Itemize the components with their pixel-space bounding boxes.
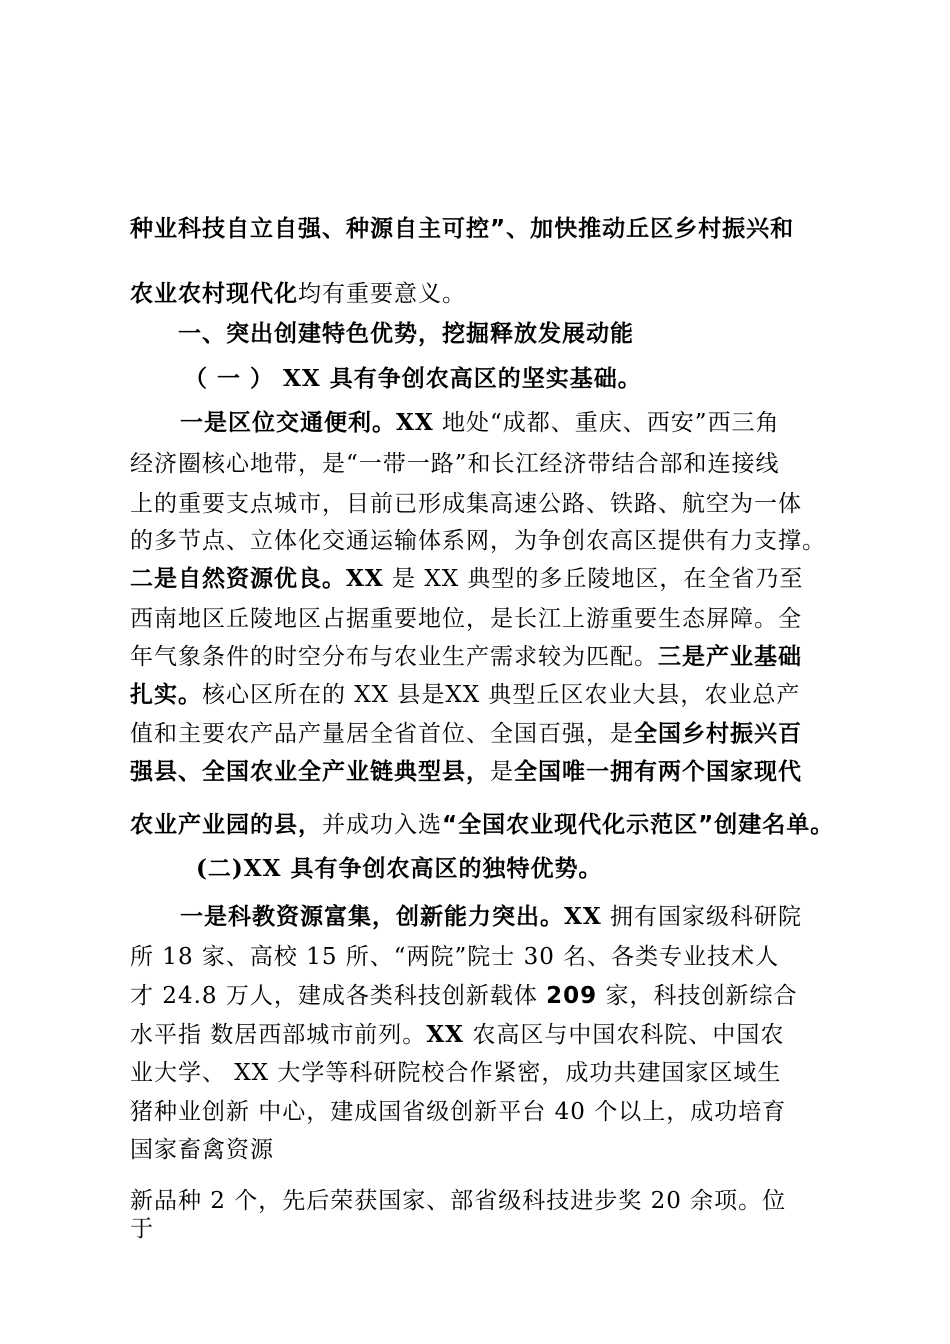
text-line bbox=[180, 902, 802, 932]
text-span: 农高区与中国农科院、中国农 bbox=[464, 1022, 785, 1048]
text-line bbox=[130, 981, 797, 1011]
text-span: 三是产业基础 bbox=[658, 644, 802, 670]
text-span: （ 一 ） XX 具有争创农高区的坚实基础。 bbox=[184, 365, 642, 392]
text-line bbox=[130, 279, 466, 309]
section-heading bbox=[178, 319, 634, 349]
text-line bbox=[130, 604, 802, 634]
text-line bbox=[130, 719, 802, 749]
text-line bbox=[130, 1058, 781, 1088]
text-span: 的多节点、立体化交通运输体系网，为争创农高区提供有力支撑。 bbox=[130, 528, 826, 554]
text-span: 地处“成都、重庆、西安”西三角 bbox=[433, 410, 780, 436]
text-span: 年气象条件的时空分布与农业生产需求较为匹配。 bbox=[130, 644, 658, 670]
text-span: 核心区所在的 XX 县是XX 典型丘区农业大县，农业总产 bbox=[202, 682, 801, 708]
text-span: 国家畜禽资源 bbox=[130, 1137, 274, 1163]
text-span: 上的重要支点城市，目前已形成集高速公路、铁路、航空为一体 bbox=[130, 491, 802, 517]
text-span: 猪种业创新 中心，建成国省级创新平台 40 个以上，成功培育 bbox=[130, 1099, 787, 1125]
subsection-heading bbox=[184, 364, 642, 394]
text-span: 才 24.8 万人，建成各类科技创新载体 bbox=[130, 983, 547, 1009]
text-line bbox=[130, 489, 802, 519]
text-span: 一是区位交通便利。 bbox=[180, 410, 396, 436]
text-span: 拥有国家级科研院 bbox=[601, 904, 803, 930]
text-line bbox=[130, 449, 780, 479]
text-line bbox=[130, 214, 794, 244]
text-span: 种业科技自立自强、种源自主可控”、加快推动丘区乡村振兴和 bbox=[130, 216, 795, 242]
text-line bbox=[130, 526, 826, 556]
text-span: 一、突出创建特色优势，挖掘释放发展动能 bbox=[178, 321, 634, 347]
text-line bbox=[130, 680, 800, 710]
text-line bbox=[130, 642, 802, 672]
text-line bbox=[180, 408, 780, 438]
text-span: 西南地区丘陵地区占据重要地位，是长江上游重要生态屏障。全 bbox=[130, 606, 802, 632]
text-line bbox=[130, 757, 802, 787]
text-span: 于 bbox=[130, 1216, 154, 1242]
text-line bbox=[130, 1135, 274, 1165]
text-span: XX bbox=[426, 1021, 465, 1048]
text-span: 业大学、 XX 大学等科研院校合作紧密，成功共建国家区域生 bbox=[130, 1060, 782, 1086]
text-line bbox=[130, 942, 779, 972]
subsection-heading bbox=[196, 854, 602, 884]
text-span: (二)XX 具有争创农高区的独特优势。 bbox=[196, 855, 603, 882]
text-span: 是 XX 典型的多丘陵地区，在全省乃至 bbox=[383, 566, 804, 592]
text-span: 二是自然资源优良。 bbox=[130, 566, 346, 592]
text-span: “全国农业现代化示范区”创建名单。 bbox=[442, 812, 835, 838]
text-span: 农业产业园的县， bbox=[130, 812, 322, 838]
text-span: 水平指 数居西部城市前列。 bbox=[130, 1022, 427, 1048]
text-span: 扎实。 bbox=[130, 682, 202, 708]
text-span: 新品种 2 个，先后荣获国家、部省级科技进步奖 20 余项。位 bbox=[130, 1188, 787, 1214]
text-span: 全国唯一拥有两个国家现代 bbox=[514, 759, 802, 785]
text-span: XX bbox=[396, 409, 434, 436]
text-span: XX bbox=[346, 565, 384, 592]
text-span: 值和主要农产品产量居全省首位、全国百强，是 bbox=[130, 721, 634, 747]
text-span: 全国乡村振兴百 bbox=[634, 721, 802, 747]
text-span: XX bbox=[564, 903, 602, 930]
text-span: 强县、全国农业全产业链典型县， bbox=[130, 759, 490, 785]
text-span: 一是科教资源富集，创新能力突出。 bbox=[180, 904, 564, 930]
text-span: 均有重要意义。 bbox=[298, 281, 466, 307]
text-line bbox=[130, 1020, 784, 1050]
text-line bbox=[130, 1214, 154, 1244]
text-span: 209 bbox=[546, 983, 598, 1009]
text-span: 家，科技创新综合 bbox=[597, 983, 798, 1009]
text-span: 是 bbox=[490, 759, 514, 785]
text-line bbox=[130, 1186, 786, 1216]
text-line bbox=[130, 1097, 786, 1127]
text-line bbox=[130, 564, 803, 594]
text-line bbox=[130, 810, 834, 840]
text-span: 农业农村现代化 bbox=[130, 281, 298, 307]
text-span: 经济圈核心地带，是“一带一路”和长江经济带结合部和连接线 bbox=[130, 451, 780, 477]
text-span: 并成功入选 bbox=[322, 812, 442, 838]
text-span: 所 18 家、高校 15 所、“两院”院士 30 名、各类专业技术人 bbox=[130, 944, 780, 970]
